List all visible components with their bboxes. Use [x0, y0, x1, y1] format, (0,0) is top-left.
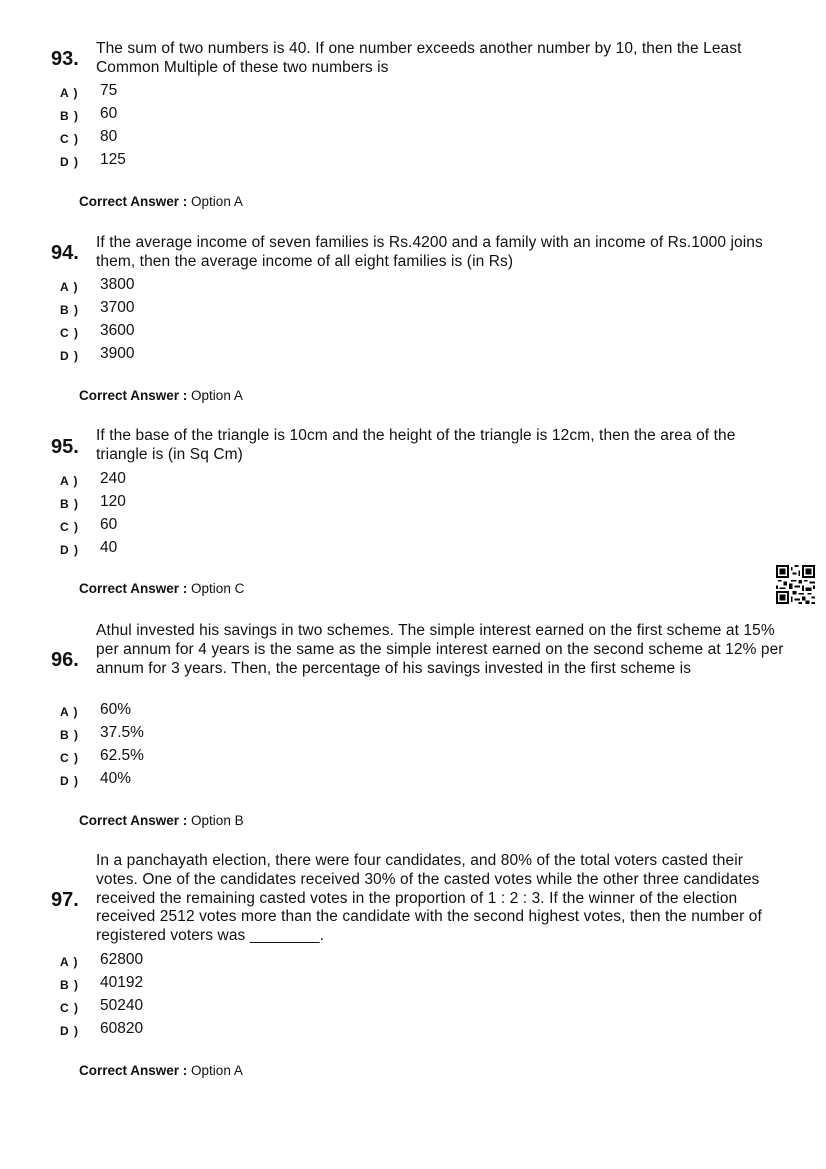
- option-value: 60: [100, 516, 118, 533]
- correct-answer-label: Correct Answer :: [79, 813, 188, 828]
- option-value: 37.5%: [100, 724, 144, 741]
- option-a[interactable]: [0, 701, 400, 724]
- option-letter: A ): [60, 86, 79, 100]
- option-b[interactable]: [0, 974, 400, 997]
- correct-answer: [79, 1063, 243, 1079]
- option-a[interactable]: [0, 951, 400, 974]
- correct-answer: [79, 388, 243, 404]
- option-a[interactable]: [0, 82, 400, 105]
- option-d[interactable]: [0, 151, 400, 174]
- question-number: 93.: [51, 48, 79, 70]
- question-number: 94.: [51, 242, 79, 264]
- option-letter: A ): [60, 474, 79, 488]
- option-value: 40: [100, 539, 118, 556]
- option-letter: C ): [60, 1001, 79, 1015]
- option-value: 120: [100, 493, 126, 510]
- option-b[interactable]: [0, 105, 400, 128]
- correct-answer: [79, 813, 244, 829]
- correct-answer-label: Correct Answer :: [79, 581, 188, 596]
- option-value: 3800: [100, 276, 135, 293]
- correct-answer-value: Option A: [191, 194, 243, 209]
- option-letter: A ): [60, 705, 79, 719]
- option-letter: B ): [60, 109, 79, 123]
- correct-answer: [79, 581, 244, 597]
- option-letter: A ): [60, 955, 79, 969]
- correct-answer-value: Option C: [191, 581, 245, 596]
- option-value: 62.5%: [100, 747, 144, 764]
- question-text: Athul invested his savings in two schemes. The simple interest earned on the first scheme at 15% per annum for 4 years is the same as the simple interest earned on the second scheme at 12% per annum for 3 years. Then, the percentage of his savings invested in the first scheme is: [96, 622, 784, 677]
- option-b[interactable]: [0, 299, 400, 322]
- option-value: 50240: [100, 997, 144, 1014]
- option-a[interactable]: [0, 276, 400, 299]
- option-value: 40%: [100, 770, 132, 787]
- option-d[interactable]: [0, 345, 400, 368]
- correct-answer-value: Option A: [191, 388, 243, 403]
- option-letter: B ): [60, 303, 79, 317]
- option-c[interactable]: [0, 128, 400, 151]
- option-value: 62800: [100, 951, 144, 968]
- option-d[interactable]: [0, 770, 400, 793]
- option-d[interactable]: [0, 1020, 400, 1043]
- option-letter: C ): [60, 520, 79, 534]
- option-value: 60%: [100, 701, 132, 718]
- option-letter: D ): [60, 1024, 79, 1038]
- option-letter: C ): [60, 326, 79, 340]
- option-letter: C ): [60, 751, 79, 765]
- option-value: 3600: [100, 322, 135, 339]
- correct-answer-label: Correct Answer :: [79, 388, 188, 403]
- question-text: If the base of the triangle is 10cm and the height of the triangle is 12cm, then the area of the triangle is (in Sq Cm): [96, 427, 736, 463]
- question-text: In a panchayath election, there were four candidates, and 80% of the total voters casted their votes. One of the candidates received 30% of the casted votes while the other three candidates received the remaining casted votes in the proportion of 1 : 2 : 3. If the winner of the election received 2512 votes more than the candidate with the second highest votes, then the number of registered voters was ________.: [96, 852, 762, 945]
- option-letter: D ): [60, 349, 79, 363]
- question-number: 96.: [51, 649, 79, 671]
- option-value: 75: [100, 82, 118, 99]
- option-a[interactable]: [0, 470, 400, 493]
- question-number: 97.: [51, 889, 79, 911]
- correct-answer-label: Correct Answer :: [79, 194, 188, 209]
- option-b[interactable]: [0, 724, 400, 747]
- option-value: 60820: [100, 1020, 144, 1037]
- qr-code-icon: [776, 565, 815, 604]
- option-c[interactable]: [0, 747, 400, 770]
- question-text: If the average income of seven families is Rs.4200 and a family with an income of Rs.1000 joins them, then the average income of all eight families is (in Rs): [96, 234, 763, 270]
- option-letter: A ): [60, 280, 79, 294]
- option-c[interactable]: [0, 997, 400, 1020]
- correct-answer-label: Correct Answer :: [79, 1063, 188, 1078]
- option-c[interactable]: [0, 516, 400, 539]
- option-value: 80: [100, 128, 118, 145]
- option-d[interactable]: [0, 539, 400, 562]
- option-letter: D ): [60, 774, 79, 788]
- option-letter: D ): [60, 155, 79, 169]
- option-letter: C ): [60, 132, 79, 146]
- option-letter: D ): [60, 543, 79, 557]
- option-value: 125: [100, 151, 126, 168]
- option-value: 240: [100, 470, 126, 487]
- question-text: The sum of two numbers is 40. If one number exceeds another number by 10, then the Least Common Multiple of these two numbers is: [96, 40, 742, 76]
- option-b[interactable]: [0, 493, 400, 516]
- option-value: 40192: [100, 974, 144, 991]
- option-value: 3900: [100, 345, 135, 362]
- option-value: 60: [100, 105, 118, 122]
- correct-answer-value: Option B: [191, 813, 244, 828]
- question-number: 95.: [51, 436, 79, 458]
- option-value: 3700: [100, 299, 135, 316]
- option-c[interactable]: [0, 322, 400, 345]
- correct-answer: [79, 194, 243, 210]
- option-letter: B ): [60, 728, 79, 742]
- option-letter: B ): [60, 978, 79, 992]
- correct-answer-value: Option A: [191, 1063, 243, 1078]
- option-letter: B ): [60, 497, 79, 511]
